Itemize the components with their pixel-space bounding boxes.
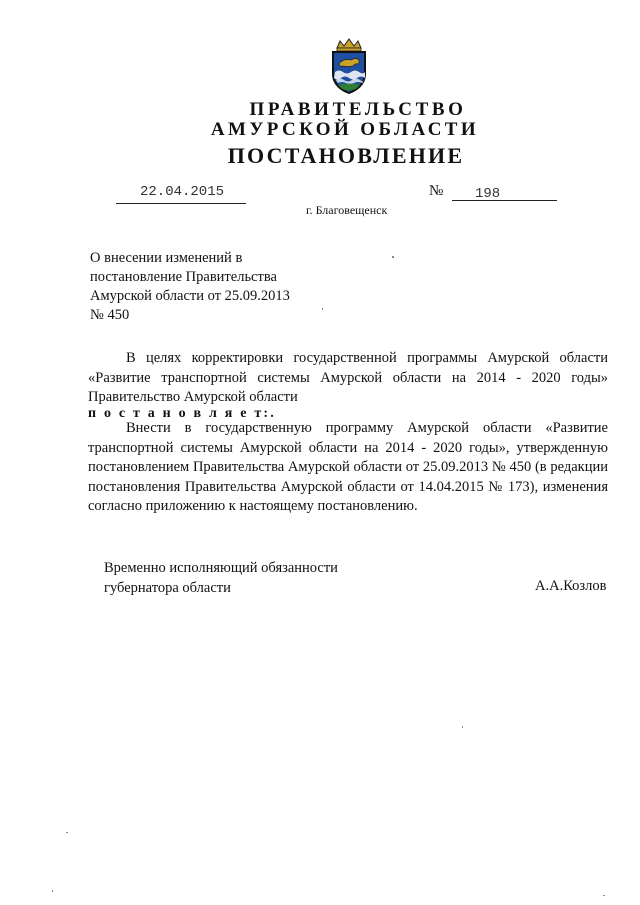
document-date: 22.04.2015 — [140, 184, 225, 200]
main-paragraph: Внести в государственную программу Амурской области «Развитие транспортной системы Амурской области на 2014 - 2020 годы», утвержденную постановлением Правительства Амурской области от 25.09.2013 № 450 (в редакции постановления Правительства Амурской области от 14.04.2015 № 173), изменения согласно приложению к настоящему постановлению. — [88, 420, 608, 514]
number-sign: № — [429, 183, 444, 199]
signatory-title-line: губернатора области — [104, 579, 231, 596]
scan-speck — [603, 895, 605, 896]
coat-of-arms-icon — [325, 38, 373, 94]
subject-line: постановление Правительства — [90, 269, 277, 285]
subject-line: О внесении изменений в — [90, 250, 243, 266]
number-underline — [452, 200, 557, 201]
city-label: г. Благовещенск — [306, 203, 388, 217]
scan-speck — [462, 726, 463, 728]
document-type-title: ПОСТАНОВЛЕНИЕ — [227, 143, 465, 168]
scan-speck — [392, 256, 394, 258]
decrees-word: п о с т а н о в л я е т:. — [88, 406, 276, 421]
scan-speck — [66, 832, 68, 833]
scan-speck — [322, 308, 323, 310]
document-number: 198 — [475, 186, 501, 202]
date-underline — [116, 203, 246, 204]
preamble-paragraph: В целях корректировки государственной программы Амурской области «Развитие транспортной системы Амурской области на 2014 - 2020 годы» Правительство Амурской области — [88, 350, 608, 405]
signatory-name: А.А.Козлов — [535, 578, 607, 594]
government-title-line2: АМУРСКОЙ ОБЛАСТИ — [210, 119, 480, 140]
government-title-line1: ПРАВИТЕЛЬСТВО — [249, 99, 467, 120]
subject-line: Амурской области от 25.09.2013 — [90, 288, 290, 304]
signatory-title-line: Временно исполняющий обязанности — [104, 560, 338, 576]
scan-speck — [52, 890, 53, 892]
document-subject — [90, 249, 290, 325]
subject-line: № 450 — [90, 307, 130, 323]
signatory-title — [104, 559, 338, 598]
